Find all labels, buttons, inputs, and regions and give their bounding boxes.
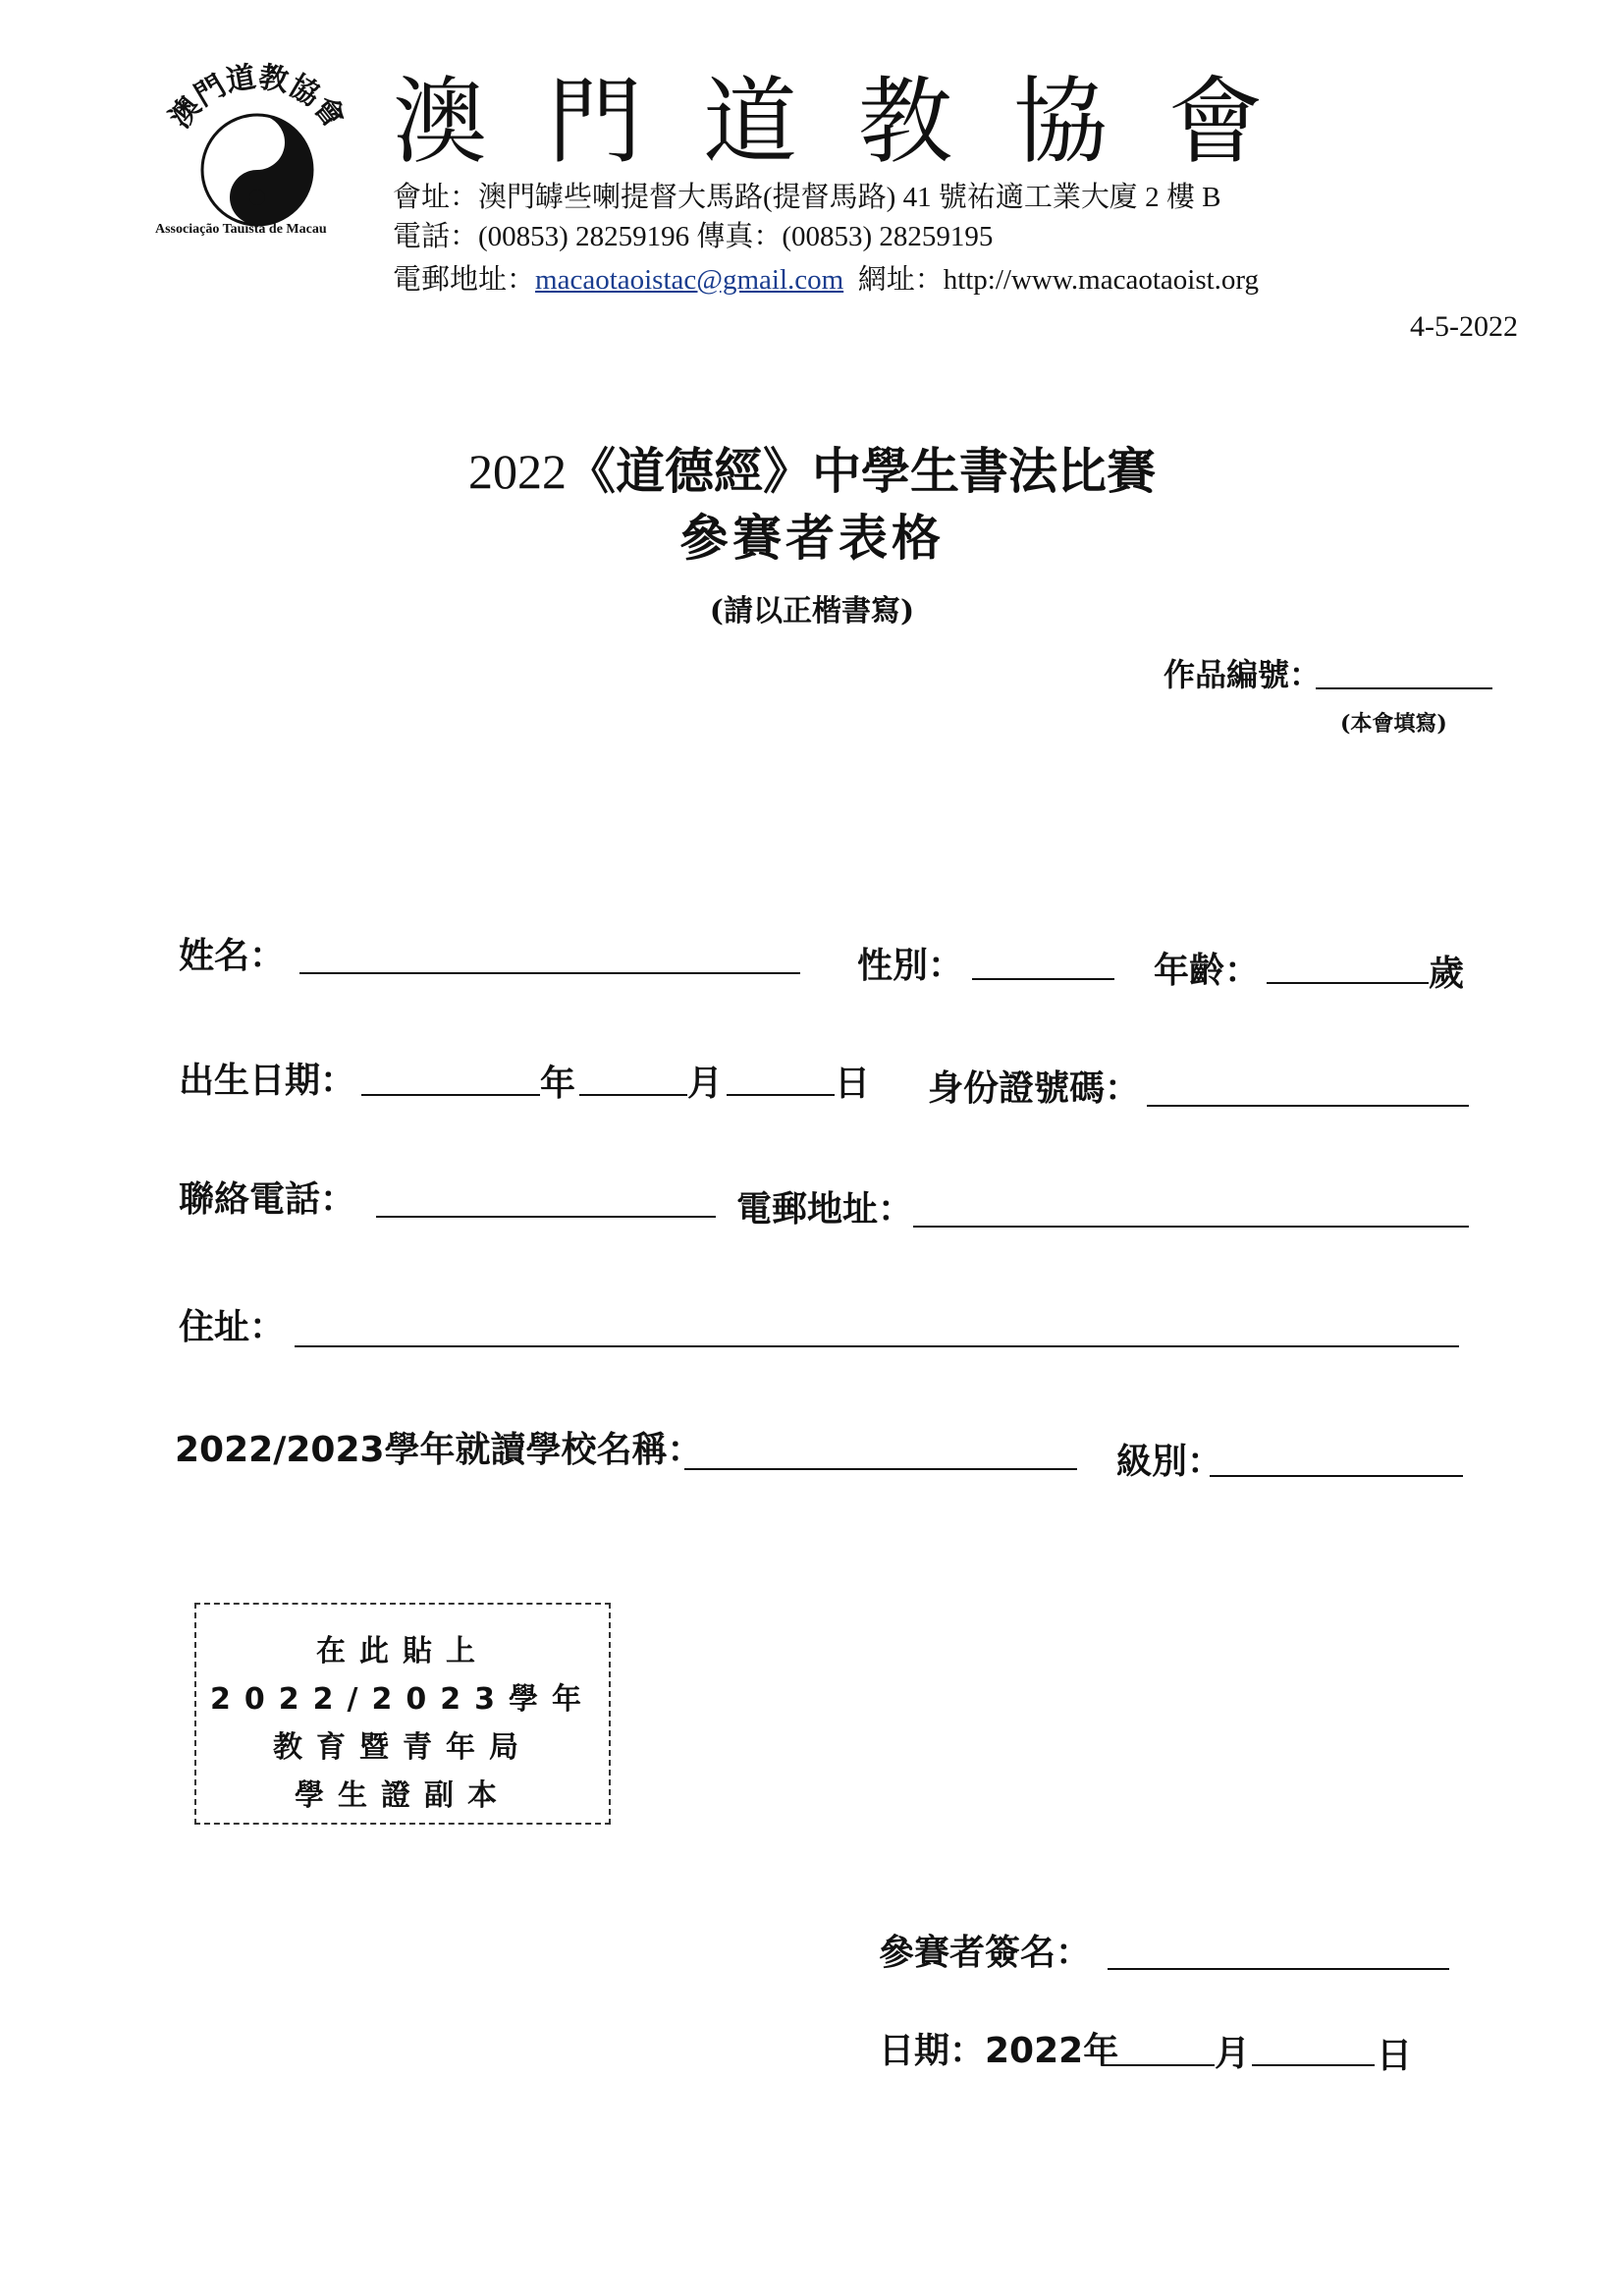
stamp-line-1: 在此貼上	[316, 1634, 489, 1668]
dob-day-unit: 日	[835, 1064, 871, 1104]
sign-month-unit: 月	[1215, 2034, 1251, 2074]
school-field[interactable]	[684, 1468, 1077, 1470]
name-label: 姓名：	[179, 936, 286, 976]
sign-month-field[interactable]	[1102, 2064, 1215, 2066]
age-label: 年齡：	[1154, 951, 1261, 991]
signature-label: 參賽者簽名：	[879, 1933, 1092, 1973]
org-address: 會址：澳門罅些喇提督大馬路(提督馬路) 41 號祐適工業大廈 2 樓 B	[393, 182, 1221, 213]
signature-field[interactable]	[1108, 1968, 1449, 1970]
form-subtitle: 參賽者表格	[679, 509, 945, 567]
org-phone-fax: 電話：(00853) 28259196 傳真：(00853) 28259195	[393, 221, 994, 252]
title-year: 2022	[468, 444, 567, 499]
dob-label: 出生日期：	[179, 1061, 356, 1101]
phone-label: 聯絡電話：	[179, 1179, 356, 1220]
grade-label: 級別：	[1116, 1442, 1223, 1482]
address-field[interactable]	[295, 1345, 1459, 1347]
student-card-photo-box[interactable]	[194, 1603, 611, 1825]
email-label: 電郵地址：	[393, 264, 536, 296]
work-number-line[interactable]	[1316, 687, 1492, 689]
stamp-line-2: 2022/2023學年	[210, 1682, 595, 1717]
document-date: 4-5-2022	[1410, 310, 1518, 343]
logo-arc-text: 澳門道教協會	[163, 60, 352, 136]
dob-month-unit: 月	[687, 1064, 724, 1104]
office-use-note: (本會填寫)	[1340, 711, 1447, 737]
name-field[interactable]	[299, 972, 800, 974]
org-name: 澳門道教協會	[393, 67, 1324, 177]
grade-field[interactable]	[1210, 1475, 1463, 1477]
email-link[interactable]: macaotaoistac@gmail.com	[535, 264, 844, 296]
sign-day-unit: 日	[1377, 2036, 1413, 2076]
email-form-label: 電郵地址：	[736, 1189, 914, 1230]
writing-note: (請以正楷書寫)	[709, 594, 915, 629]
age-field[interactable]	[1267, 982, 1429, 984]
dob-month-field[interactable]	[579, 1094, 687, 1096]
association-logo	[147, 54, 363, 250]
school-label: 2022/2023學年就讀學校名稱：	[175, 1430, 703, 1470]
dob-day-field[interactable]	[727, 1094, 835, 1096]
sign-date-label: 日期：2022年	[879, 2031, 1119, 2071]
org-contact	[393, 257, 1259, 298]
age-unit: 歲	[1429, 954, 1465, 994]
phone-field[interactable]	[376, 1216, 716, 1218]
id-number-label: 身份證號碼：	[928, 1068, 1141, 1109]
email-field[interactable]	[913, 1226, 1469, 1228]
stamp-line-3: 教育暨青年局	[273, 1730, 532, 1765]
address-label: 住址：	[179, 1307, 286, 1347]
sign-day-field[interactable]	[1252, 2064, 1375, 2066]
title-main: 《道德經》中學生書法比賽	[567, 442, 1156, 500]
id-number-field[interactable]	[1147, 1105, 1469, 1107]
form-title	[0, 432, 1624, 503]
dob-year-unit: 年	[540, 1064, 576, 1104]
website[interactable]: 網址：http://www.macaotaoist.org	[857, 264, 1260, 296]
gender-label: 性別：	[857, 946, 964, 986]
dob-year-field[interactable]	[361, 1094, 540, 1096]
stamp-line-4: 學生證副本	[295, 1778, 511, 1813]
work-number-label: 作品編號：	[1164, 656, 1322, 693]
yin-yang-icon	[147, 54, 363, 250]
gender-field[interactable]	[972, 978, 1114, 980]
logo-caption: Associação Tauista de Macau	[155, 222, 327, 237]
